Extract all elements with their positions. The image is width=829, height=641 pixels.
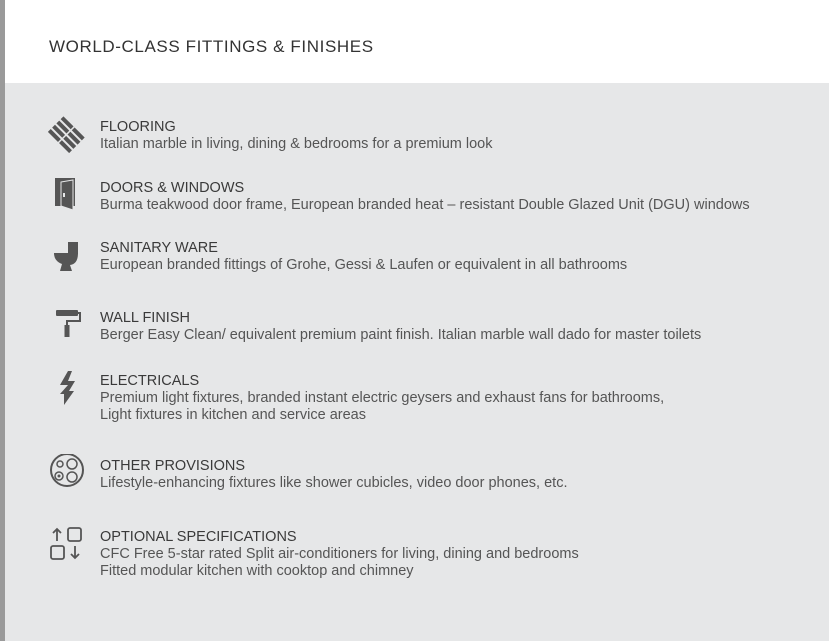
- item-description: Premium light fixtures, branded instant electric geysers and exhaust fans for bathrooms, Light fixtures in kitchen and service areas: [100, 390, 665, 423]
- gears-icon: [48, 454, 86, 492]
- item-description: CFC Free 5-star rated Split air-conditioners for living, dining and bedrooms Fitted modular kitchen with cooktop and chimney: [100, 546, 579, 579]
- item-heading: WALL FINISH: [100, 310, 190, 326]
- header: [5, 0, 829, 83]
- paint-roller-icon: [48, 306, 86, 344]
- item-description: Italian marble in living, dining & bedrooms for a premium look: [100, 136, 493, 152]
- item-description: European branded fittings of Grohe, Gessi & Laufen or equivalent in all bathrooms: [100, 257, 628, 273]
- page-title: WORLD-CLASS FITTINGS & FINISHES: [49, 37, 374, 56]
- toilet-icon: [48, 236, 86, 274]
- swap-icon: [48, 525, 86, 563]
- left-border: [0, 0, 5, 641]
- item-heading: DOORS & WINDOWS: [100, 180, 245, 196]
- lightning-icon: [48, 369, 86, 407]
- item-heading: ELECTRICALS: [100, 373, 200, 389]
- item-heading: OPTIONAL SPECIFICATIONS: [100, 529, 297, 545]
- door-icon: [48, 176, 86, 214]
- item-description: Burma teakwood door frame, European branded heat – resistant Double Glazed Unit (DGU) windows: [100, 197, 750, 213]
- item-description: Lifestyle-enhancing fixtures like shower cubicles, video door phones, etc.: [100, 475, 568, 491]
- flooring-icon: [48, 115, 86, 153]
- item-heading: OTHER PROVISIONS: [100, 458, 246, 474]
- item-description: Berger Easy Clean/ equivalent premium paint finish. Italian marble wall dado for master toilets: [100, 327, 702, 343]
- item-heading: SANITARY WARE: [100, 240, 218, 256]
- item-heading: FLOORING: [100, 119, 176, 135]
